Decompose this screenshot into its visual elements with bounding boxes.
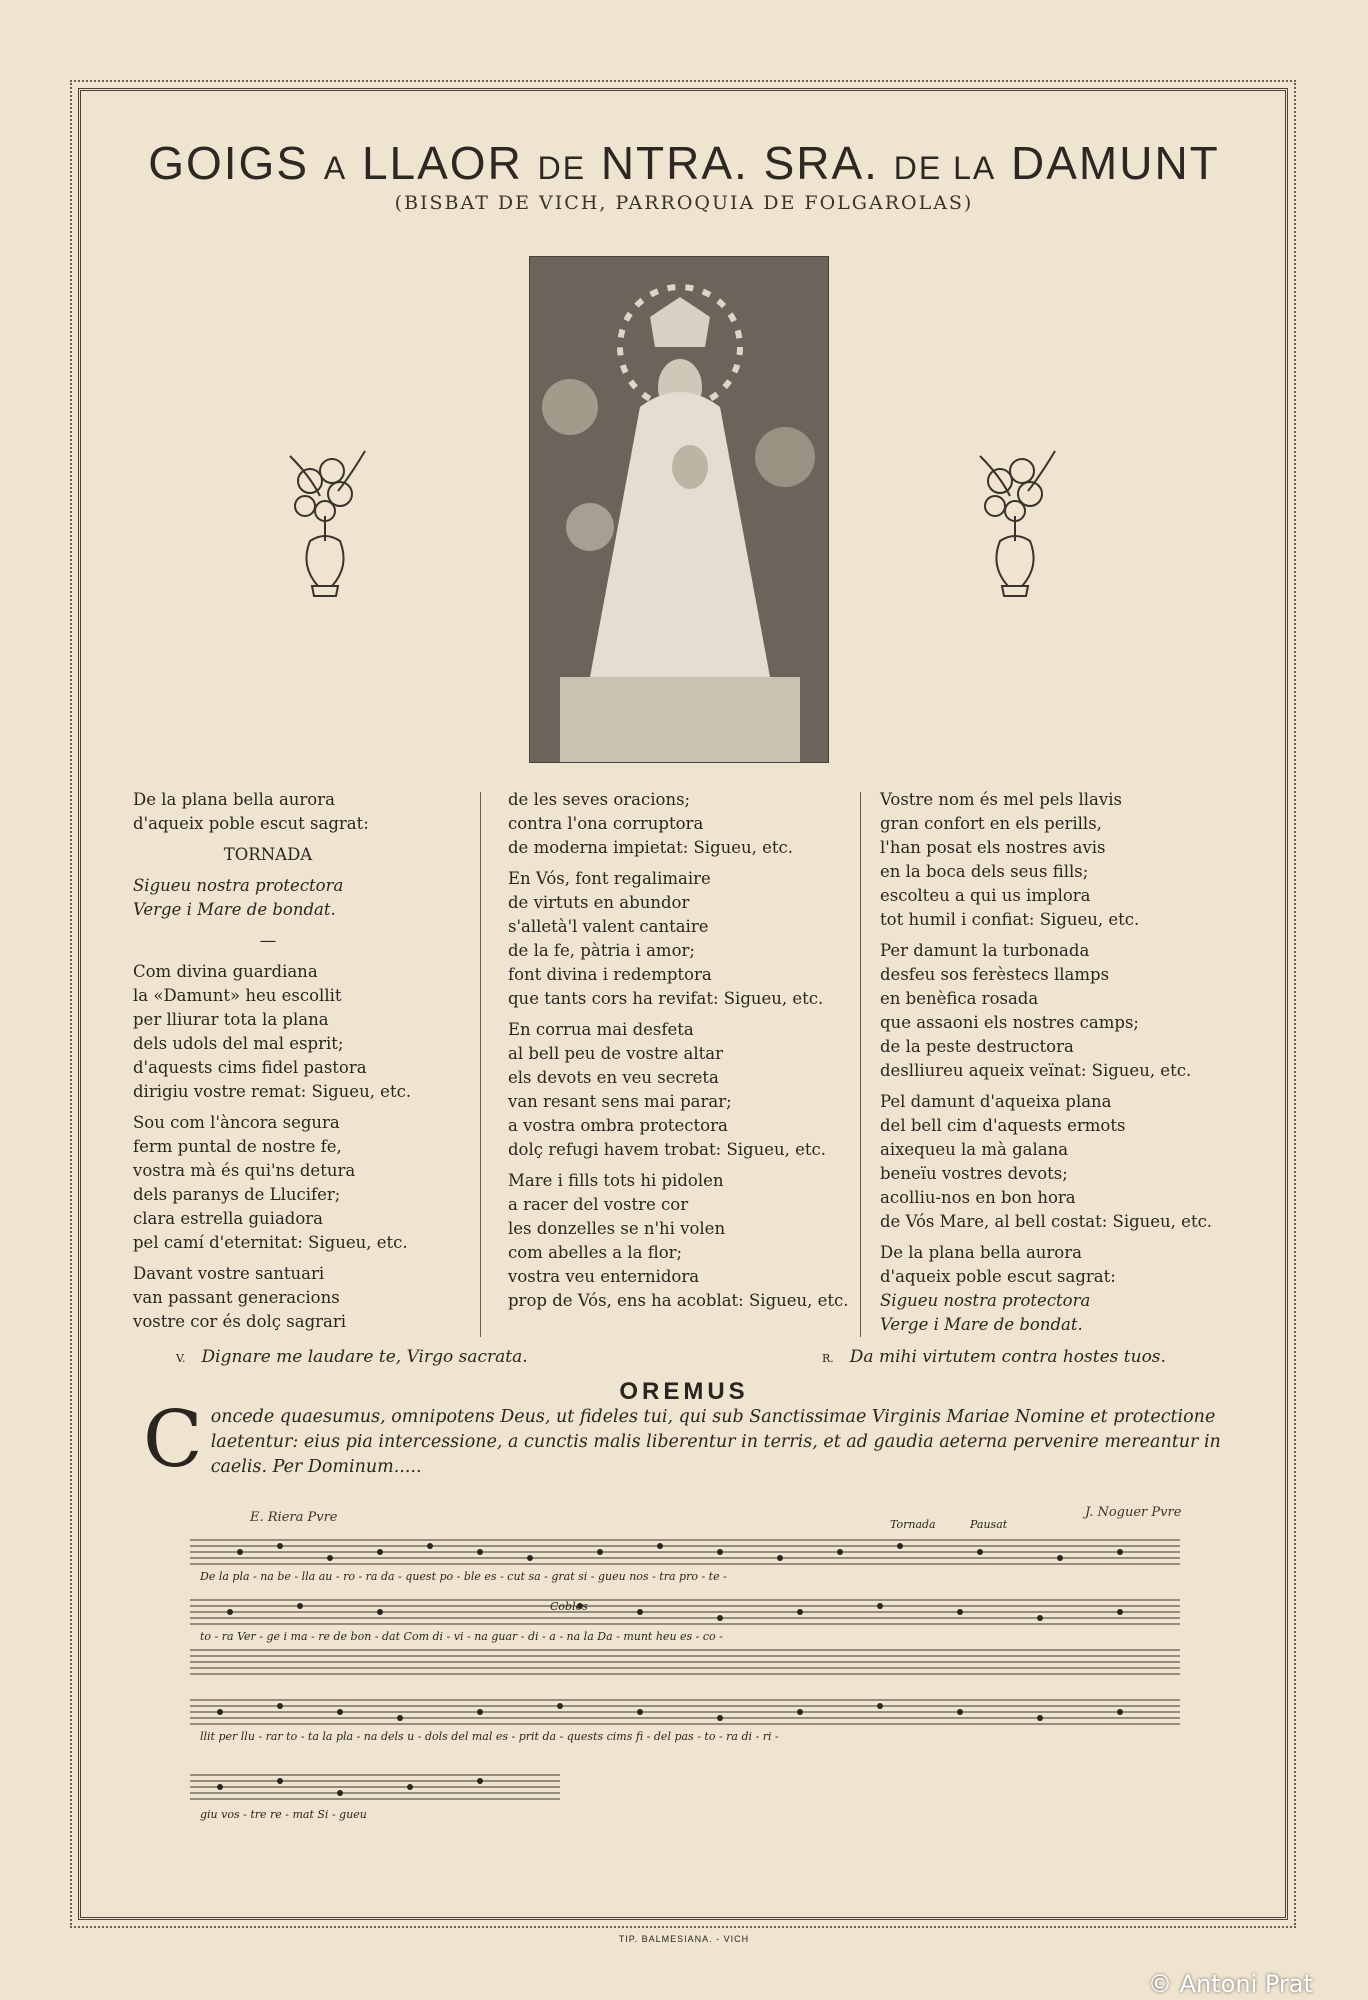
verse-line: clara estrella guiadora	[133, 1209, 323, 1228]
verse-line: en benèfica rosada	[880, 989, 1039, 1008]
verse-line: en la boca dels seus fills;	[880, 862, 1089, 881]
verse-line: Vostre nom és mel pels llavis	[880, 790, 1122, 809]
verse-line: escolteu a qui us implora	[880, 886, 1091, 905]
stanza	[133, 929, 463, 953]
verse-line: dels udols del mal esprit;	[133, 1034, 344, 1053]
verse-line: tot humil i confiat: Sigueu, etc.	[880, 910, 1140, 929]
verse-line: l'han posat els nostres avis	[880, 838, 1106, 857]
verse-line: deslliureu aqueix veïnat: Sigueu, etc.	[880, 1061, 1192, 1080]
lyrics-line: giu vos - tre re - mat Si - gueu	[200, 1808, 367, 1821]
versicle-text: Dignare me laudare te, Virgo sacrata.	[201, 1347, 528, 1367]
copyright-watermark: © Antoni Prat	[1148, 1970, 1313, 1998]
verse-line: ferm puntal de nostre fe,	[133, 1137, 342, 1156]
stanza	[133, 1262, 463, 1334]
flower-vase-icon	[270, 436, 380, 606]
verse-line: del bell cim d'aquests ermots	[880, 1116, 1126, 1135]
page-subtitle: (BISBAT DE VICH, PARROQUIA DE FOLGAROLAS)	[394, 192, 974, 214]
response-text: Da mihi virtutem contra hostes tuos.	[849, 1347, 1166, 1367]
verse-line: a vostra ombra protectora	[508, 1116, 728, 1135]
verse-line: aixequeu la mà galana	[880, 1140, 1069, 1159]
verse-line: font divina i redemptora	[508, 965, 712, 984]
verse-line: contra l'ona corruptora	[508, 814, 704, 833]
lyrics-line: to - ra Ver - ge i ma - re de bon - dat Com di - vi - na guar - di - a - na la Da - munt heu es - co -	[200, 1630, 723, 1643]
cobles-mark: Cobles	[550, 1600, 588, 1613]
prayer-text	[143, 1395, 1233, 1485]
verse-line: Com divina guardiana	[133, 962, 318, 981]
verse-column-2	[508, 788, 848, 1320]
versicle-mark: V.	[176, 1352, 186, 1365]
stanza	[133, 874, 463, 922]
verse-line: van passant generacions	[133, 1288, 340, 1307]
verse-line: van resant sens mai parar;	[508, 1092, 732, 1111]
verse-line: De la plana bella aurora	[133, 790, 335, 809]
verse-line: dolç refugi havem trobat: Sigueu, etc.	[508, 1140, 826, 1159]
verse-line: de moderna impietat: Sigueu, etc.	[508, 838, 794, 857]
prayer-body: oncede quaesumus, omnipotens Deus, ut fideles tui, qui sub Sanctissimae Virginis Mariae Nomine et protectione laetentur: eius pia intercessione, a cunctis malis liberentur in terris, et ad gaudia aeterna pervenire mereantur in caelis. Per Dominum.....	[210, 1407, 1221, 1477]
verse-line: d'aqueix poble escut sagrat:	[133, 814, 369, 833]
stanza	[880, 1090, 1240, 1234]
stanza	[508, 867, 848, 1011]
composer-right: J. Noguer Pvre	[1085, 1505, 1182, 1520]
title-word: DE	[537, 150, 587, 186]
verse-line: els devots en veu secreta	[508, 1068, 719, 1087]
column-divider	[480, 792, 481, 1337]
response-mark: R.	[822, 1352, 834, 1365]
verse-line: Pel damunt d'aqueixa plana	[880, 1092, 1112, 1111]
title-word: DAMUNT	[1011, 137, 1220, 189]
verse-line: que tants cors ha revifat: Sigueu, etc.	[508, 989, 824, 1008]
verse-line: Davant vostre santuari	[133, 1264, 325, 1283]
column-divider	[860, 792, 861, 1337]
lyrics-line: De la pla - na be - lla au - ro - ra da - quest po - ble es - cut sa - grat si - gueu nos - tra pro - te -	[200, 1570, 727, 1583]
verse-line: d'aqueix poble escut sagrat:	[880, 1267, 1116, 1286]
tornada-heading: TORNADA	[223, 845, 313, 864]
versicle	[176, 1347, 528, 1367]
verse-column-1	[133, 788, 463, 1341]
title-word: GOIGS	[148, 137, 310, 189]
verse-line: de la fe, pàtria i amor;	[508, 941, 695, 960]
verse-line: que assaoni els nostres camps;	[880, 1013, 1139, 1032]
verse-line: la «Damunt» heu escollit	[133, 986, 342, 1005]
stanza	[508, 1169, 848, 1313]
verse-line: per lliurar tota la plana	[133, 1010, 329, 1029]
stanza	[508, 788, 848, 860]
verse-line: al bell peu de vostre altar	[508, 1044, 723, 1063]
response	[822, 1347, 1166, 1367]
verse-line: En corrua mai desfeta	[508, 1020, 694, 1039]
tornada-mark: Tornada	[890, 1518, 936, 1531]
verse-line: Per damunt la turbonada	[880, 941, 1090, 960]
title-word: LLAOR	[361, 137, 523, 189]
verse-line: com abelles a la flor;	[508, 1243, 683, 1262]
verse-line: s'alletà'l valent cantaire	[508, 917, 709, 936]
composer-left: E. Riera Pvre	[250, 1510, 338, 1525]
verse-line: Sou com l'àncora segura	[133, 1113, 340, 1132]
verse-line: En Vós, font regalimaire	[508, 869, 711, 888]
stanza	[133, 788, 463, 836]
virgin-statue-photo	[529, 256, 829, 763]
verse-line: les donzelles se n'hi volen	[508, 1219, 726, 1238]
verse-line: de les seves oracions;	[508, 790, 691, 809]
stanza	[133, 1111, 463, 1255]
drop-cap: C	[143, 1395, 203, 1485]
tempo-mark: Pausat	[970, 1518, 1008, 1531]
verse-line: acolliu-nos en bon hora	[880, 1188, 1076, 1207]
verse-line: Verge i Mare de bondat.	[133, 900, 336, 919]
verse-line: a racer del vostre cor	[508, 1195, 689, 1214]
verse-line: beneïu vostres devots;	[880, 1164, 1068, 1183]
title-word: A	[323, 150, 348, 186]
verse-line: vostra mà és qui'ns detura	[133, 1161, 356, 1180]
verse-line: gran confort en els perills,	[880, 814, 1102, 833]
stanza	[880, 1241, 1240, 1337]
verse-line: De la plana bella aurora	[880, 1243, 1082, 1262]
verse-line: Sigueu nostra protectora	[133, 876, 344, 895]
verse-line: Mare i fills tots hi pidolen	[508, 1171, 724, 1190]
verse-line: dirigiu vostre remat: Sigueu, etc.	[133, 1082, 412, 1101]
flower-vase-icon	[960, 436, 1070, 606]
verse-line: prop de Vós, ens ha acoblat: Sigueu, etc.	[508, 1291, 849, 1310]
stanza	[508, 1018, 848, 1162]
verse-line: de Vós Mare, al bell costat: Sigueu, etc.	[880, 1212, 1213, 1231]
sheet-music	[180, 1500, 1190, 1860]
title-word: NTRA. SRA.	[600, 137, 879, 189]
verse-line: de virtuts en abundor	[508, 893, 690, 912]
verse-line: pel camí d'eternitat: Sigueu, etc.	[133, 1233, 408, 1252]
verse-line: d'aquests cims fidel pastora	[133, 1058, 367, 1077]
verse-line: Sigueu nostra protectora	[880, 1291, 1091, 1310]
separator-dash: —	[259, 931, 277, 950]
stanza	[880, 939, 1240, 1083]
verse-column-3	[880, 788, 1240, 1344]
stanza	[133, 843, 463, 867]
verse-line: dels paranys de Llucifer;	[133, 1185, 341, 1204]
stanza	[880, 788, 1240, 932]
page-title	[0, 136, 1368, 190]
title-word: DE LA	[893, 150, 997, 186]
oremus-heading: OREMUS	[619, 1378, 749, 1405]
verse-line: de la peste destructora	[880, 1037, 1074, 1056]
stanza	[133, 960, 463, 1104]
printer-footer: TIP. BALMESIANA. - VICH	[618, 1934, 750, 1944]
verse-line: vostre cor és dolç sagrari	[133, 1312, 347, 1331]
verse-line: vostra veu enternidora	[508, 1267, 700, 1286]
lyrics-line: llit per llu - rar to - ta la pla - na dels u - dols del mal es - prit da - quests cims fi - del pas - to - ra di - ri -	[200, 1730, 779, 1743]
verse-line: desfeu sos ferèstecs llamps	[880, 965, 1110, 984]
verse-line: Verge i Mare de bondat.	[880, 1315, 1083, 1334]
